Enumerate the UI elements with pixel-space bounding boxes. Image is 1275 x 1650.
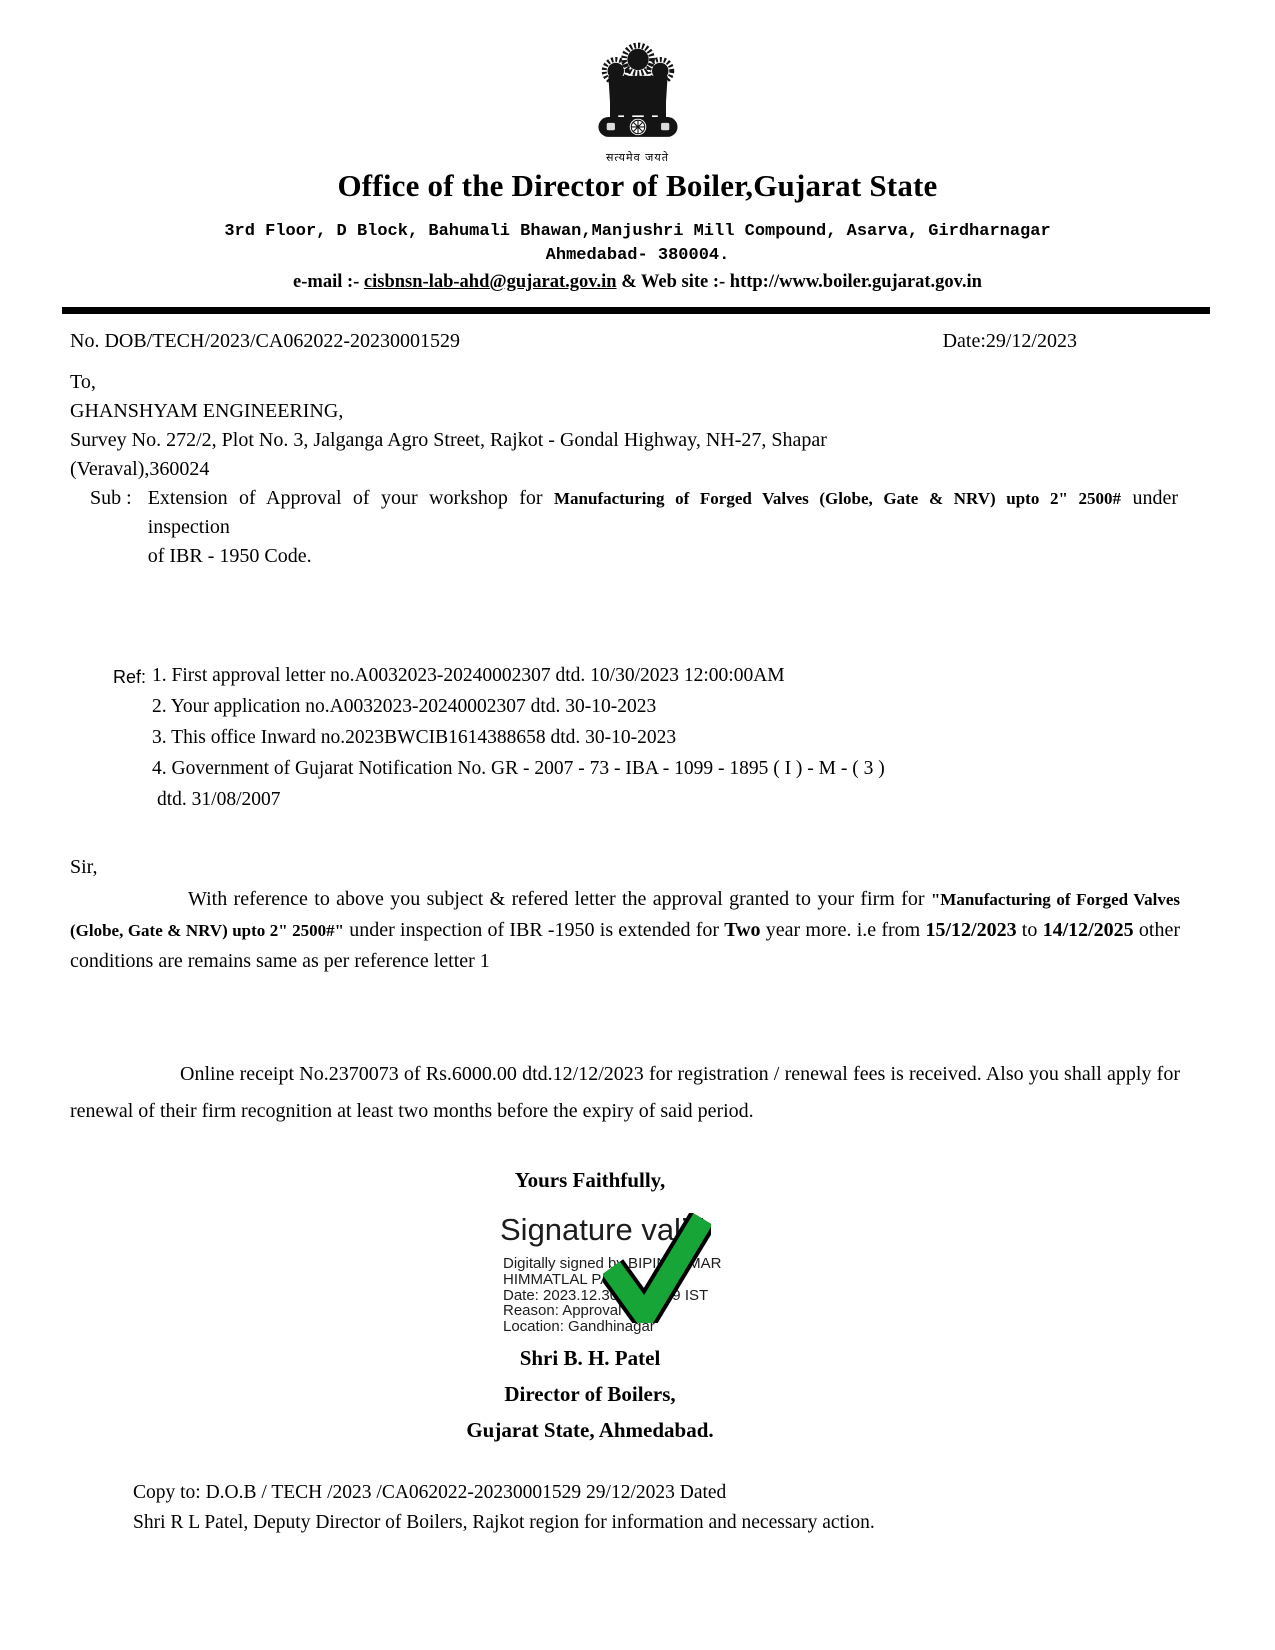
copy-to-line1: Copy to: D.O.B / TECH /2023 /CA062022-20230001529 29/12/2023 Dated bbox=[133, 1482, 727, 1503]
contact-line bbox=[0, 272, 1275, 293]
text-segment: "Manufacturing of Forged Valves (Globe, Gate & NRV) upto 2" 2500#" bbox=[70, 890, 1180, 940]
reference-item: dtd. 31/08/2007 bbox=[157, 789, 281, 810]
body-paragraph-1 bbox=[70, 884, 1180, 976]
recipient-to: To, bbox=[70, 371, 96, 393]
text-segment: to bbox=[1016, 919, 1043, 941]
copy-to-line2: Shri R L Patel, Deputy Director of Boilers, Rajkot region for information and necessary action. bbox=[133, 1512, 875, 1533]
letter-date: Date:29/12/2023 bbox=[942, 330, 1077, 352]
text-segment: other conditions are remains same as per reference letter 1 bbox=[70, 919, 1180, 972]
salutation: Sir, bbox=[70, 856, 98, 878]
signature-date: Date: 2023.12.30 13:04:49 IST bbox=[503, 1286, 709, 1304]
signature-location: Location: Gandhinagar bbox=[503, 1318, 655, 1336]
website-label: & Web site :- bbox=[616, 272, 730, 292]
body-paragraph-2: Online receipt No.2370073 of Rs.6000.00 dtd.12/12/2023 for registration / renewal fees is received. Also you shall apply for renewal of their firm recognition at least two months before the expiry of said period. bbox=[70, 1063, 1180, 1122]
signature-signed-by-line2: HIMMATLAL PATEL bbox=[503, 1270, 637, 1288]
emblem-of-india-icon bbox=[596, 38, 680, 155]
text-segment: under bbox=[1121, 487, 1178, 509]
text-segment: year more. i.e from bbox=[760, 919, 926, 941]
reference-item: 4. Government of Gujarat Notification No. GR - 2007 - 73 - IBA - 1099 - 1895 ( I ) - M - ( 3 ) bbox=[152, 758, 885, 779]
text-segment: Extension of Approval of your workshop for bbox=[147, 487, 554, 509]
office-address-line1: 3rd Floor, D Block, Bahumali Bhawan,Manjushri Mill Compound, Asarva, Girdharnagar bbox=[224, 222, 1051, 241]
header-divider bbox=[62, 307, 1210, 314]
closing-faithfully: Yours Faithfully, bbox=[514, 1168, 666, 1192]
references-block bbox=[113, 660, 885, 815]
recipient-address-line1: Survey No. 272/2, Plot No. 3, Jalganga Agro Street, Rajkot - Gondal Highway, NH-27, Shapar bbox=[70, 429, 827, 451]
reference-item: 2. Your application no.A0032023-20240002307 dtd. 30-10-2023 bbox=[152, 696, 657, 717]
text-segment: Manufacturing of Forged Valves (Globe, Gate & NRV) upto 2" 2500# bbox=[553, 489, 1122, 508]
references-list bbox=[152, 660, 885, 815]
reference-item: 1. First approval letter no.A0032023-20240002307 dtd. 10/30/2023 12:00:00AM bbox=[152, 665, 785, 686]
subject-line2: inspection bbox=[147, 516, 230, 538]
office-title: Office of the Director of Boiler,Gujarat State bbox=[337, 168, 938, 203]
subject-line1 bbox=[148, 484, 1178, 513]
subject-block bbox=[90, 484, 1178, 571]
text-segment: 15/12/2023 bbox=[925, 919, 1017, 941]
letter-number: No. DOB/TECH/2023/CA062022-20230001529 bbox=[70, 330, 460, 352]
reference-item: 3. This office Inward no.2023BWCIB1614388658 dtd. 30-10-2023 bbox=[152, 727, 677, 748]
text-segment: Two bbox=[724, 919, 761, 941]
emblem-motto: सत्यमेव जयते bbox=[605, 151, 669, 164]
recipient-name: GHANSHYAM ENGINEERING, bbox=[70, 400, 344, 422]
website-url: http://www.boiler.gujarat.gov.in bbox=[729, 272, 982, 292]
text-segment: With reference to above you subject & refered letter the approval granted to your firm for bbox=[188, 888, 931, 910]
subject-label: Sub : bbox=[90, 487, 132, 509]
meta-row bbox=[70, 330, 1077, 353]
recipient-block bbox=[70, 368, 827, 484]
signature-checkmark-icon bbox=[603, 1213, 711, 1328]
email-link[interactable]: cisbnsn-lab-ahd@gujarat.gov.in bbox=[363, 272, 617, 292]
signature-valid-text: Signature valid bbox=[500, 1212, 706, 1247]
references-label: Ref: bbox=[113, 667, 147, 687]
signatory-name: Shri B. H. Patel bbox=[519, 1346, 661, 1370]
signatory-organization: Gujarat State, Ahmedabad. bbox=[466, 1418, 714, 1442]
recipient-address-line2: (Veraval),360024 bbox=[70, 458, 210, 480]
text-segment: under inspection of IBR -1950 is extended for bbox=[344, 919, 725, 941]
subject-content bbox=[148, 484, 1178, 571]
signature-reason: Reason: Approval bbox=[503, 1302, 622, 1320]
signatory-title: Director of Boilers, bbox=[504, 1382, 676, 1406]
subject-line3: of IBR - 1950 Code. bbox=[147, 545, 312, 567]
email-label: e-mail :- bbox=[293, 272, 364, 292]
signature-signed-by-line1: Digitally signed by BIPINKUMAR bbox=[503, 1255, 722, 1272]
text-segment: 14/12/2025 bbox=[1042, 919, 1134, 941]
office-address-line2: Ahmedabad- 380004. bbox=[545, 246, 730, 265]
copy-to-block bbox=[133, 1478, 875, 1538]
